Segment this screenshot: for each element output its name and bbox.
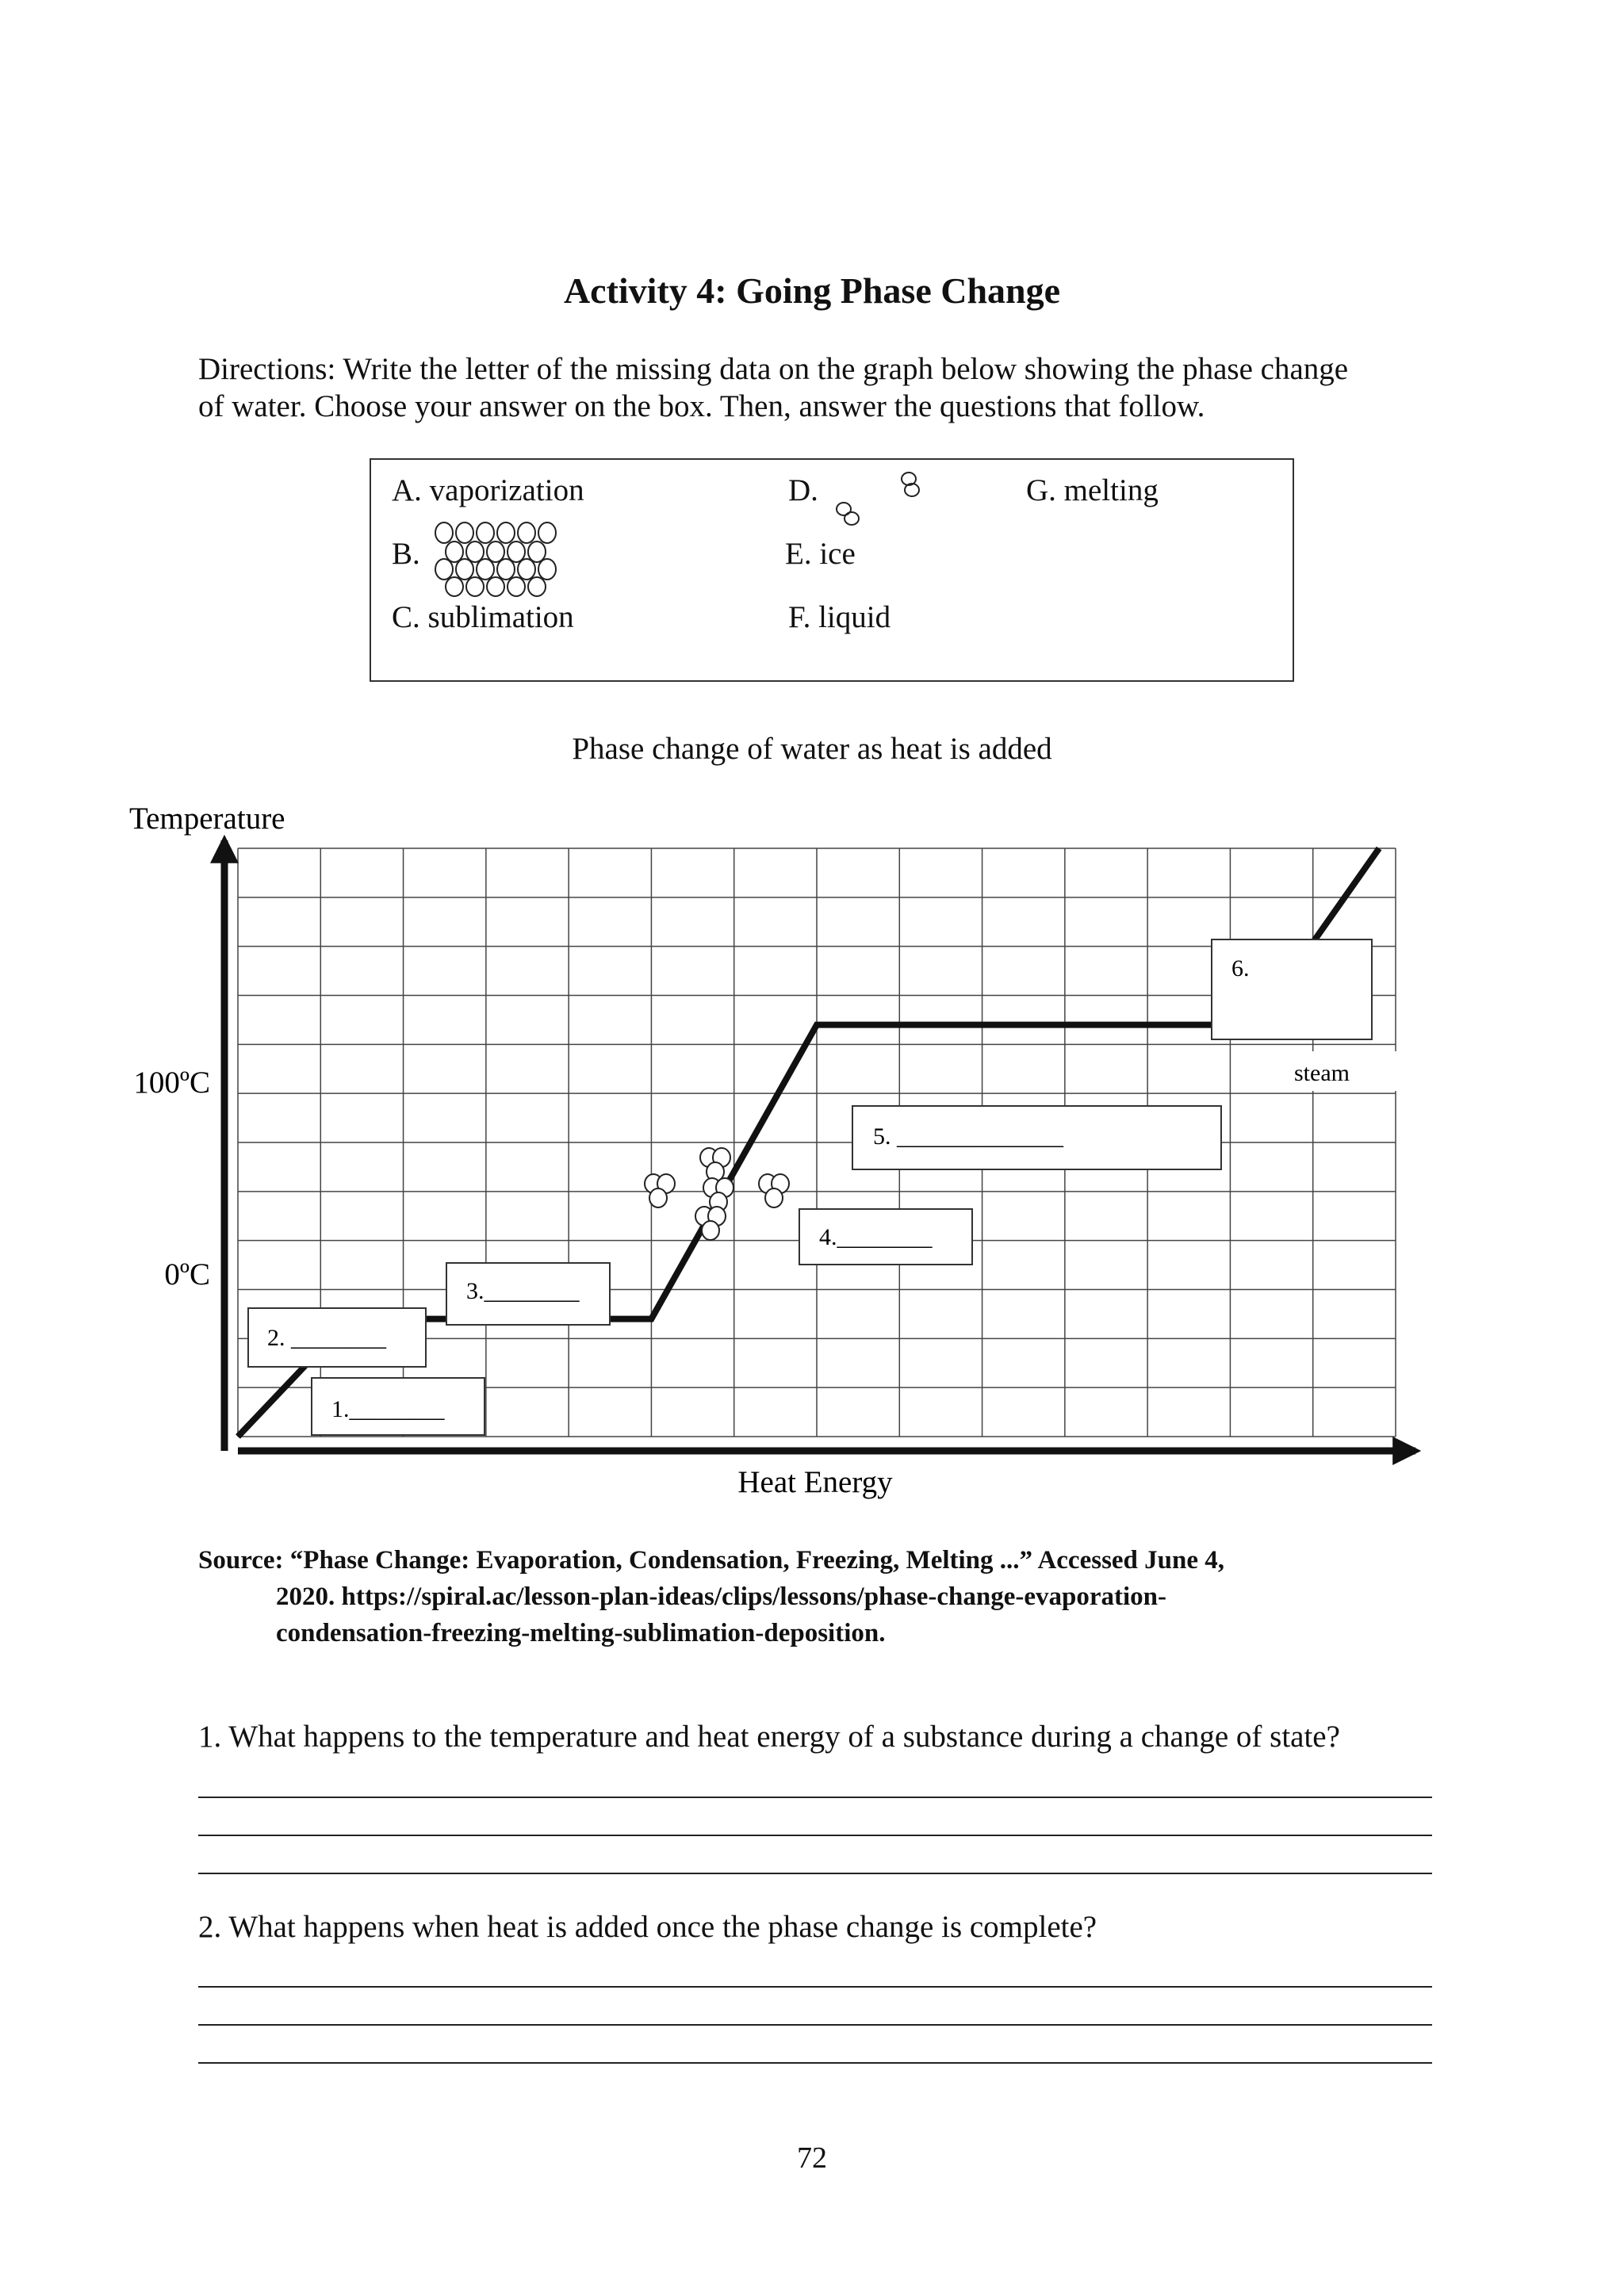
choice-a: A. vaporization <box>392 473 584 507</box>
answer-line-2a[interactable] <box>198 1986 1432 1988</box>
solid-particles-icon <box>435 522 558 598</box>
choice-e: E. ice <box>785 537 856 571</box>
choice-c: C. sublimation <box>392 600 574 634</box>
question-2: 2. What happens when heat is added once the phase change is complete? <box>198 1910 1097 1944</box>
label-box-2 <box>248 1308 426 1367</box>
answer-line-2c[interactable] <box>198 2062 1432 2064</box>
choice-f: F. liquid <box>788 600 891 634</box>
answer-line-1a[interactable] <box>198 1797 1432 1798</box>
chart-title: Phase change of water as heat is added <box>572 732 1052 766</box>
label-box-3 <box>446 1263 610 1325</box>
gas-particles-icon <box>833 469 928 530</box>
liquid-particles-icon <box>645 1148 789 1240</box>
answer-line-1b[interactable] <box>198 1835 1432 1836</box>
svg-text:2. ________: 2. ________ <box>267 1325 386 1351</box>
answer-line-1c[interactable] <box>198 1873 1432 1874</box>
choice-g: G. melting <box>1026 473 1159 507</box>
phase-change-chart <box>0 785 1624 1514</box>
source-line-3: condensation-freezing-melting-sublimation-deposition. <box>276 1619 886 1647</box>
choice-d: D. <box>788 473 818 507</box>
label-box-4 <box>799 1209 972 1265</box>
svg-text:4.________: 4.________ <box>819 1224 933 1250</box>
y-tick-0: 0ºC <box>164 1257 210 1292</box>
activity-title: Activity 4: Going Phase Change <box>563 270 1061 311</box>
answer-line-2b[interactable] <box>198 2024 1432 2026</box>
steam-label <box>1269 1051 1399 1091</box>
y-tick-100: 100ºC <box>133 1066 210 1100</box>
x-axis-label: Heat Energy <box>737 1465 893 1499</box>
label-box-1 <box>312 1378 485 1435</box>
svg-text:3.________: 3.________ <box>466 1278 580 1304</box>
svg-text:1.________: 1.________ <box>331 1396 445 1422</box>
source-citation <box>198 1542 1435 1651</box>
svg-text:5. ______________: 5. ______________ <box>873 1123 1063 1150</box>
page-number: 72 <box>797 2141 827 2175</box>
source-line-2: 2020. https://spiral.ac/lesson-plan-ideas/clips/lessons/phase-change-evaporation- <box>276 1582 1167 1611</box>
choice-b: B. <box>392 537 420 571</box>
directions-line-1: Directions: Write the letter of the missing data on the graph below showing the phase change <box>198 352 1349 386</box>
label-box-5 <box>852 1106 1221 1169</box>
source-line-1: Source: “Phase Change: Evaporation, Condensation, Freezing, Melting ...” Accessed June 4, <box>198 1546 1225 1575</box>
question-1: 1. What happens to the temperature and heat energy of a substance during a change of state? <box>198 1720 1340 1754</box>
directions-line-2: of water. Choose your answer on the box. Then, answer the questions that follow. <box>198 389 1205 423</box>
y-axis-label: Temperature <box>129 802 285 836</box>
svg-text:steam: steam <box>1294 1060 1350 1086</box>
label-box-6 <box>1212 939 1372 1039</box>
svg-text:6.: 6. <box>1231 955 1250 982</box>
